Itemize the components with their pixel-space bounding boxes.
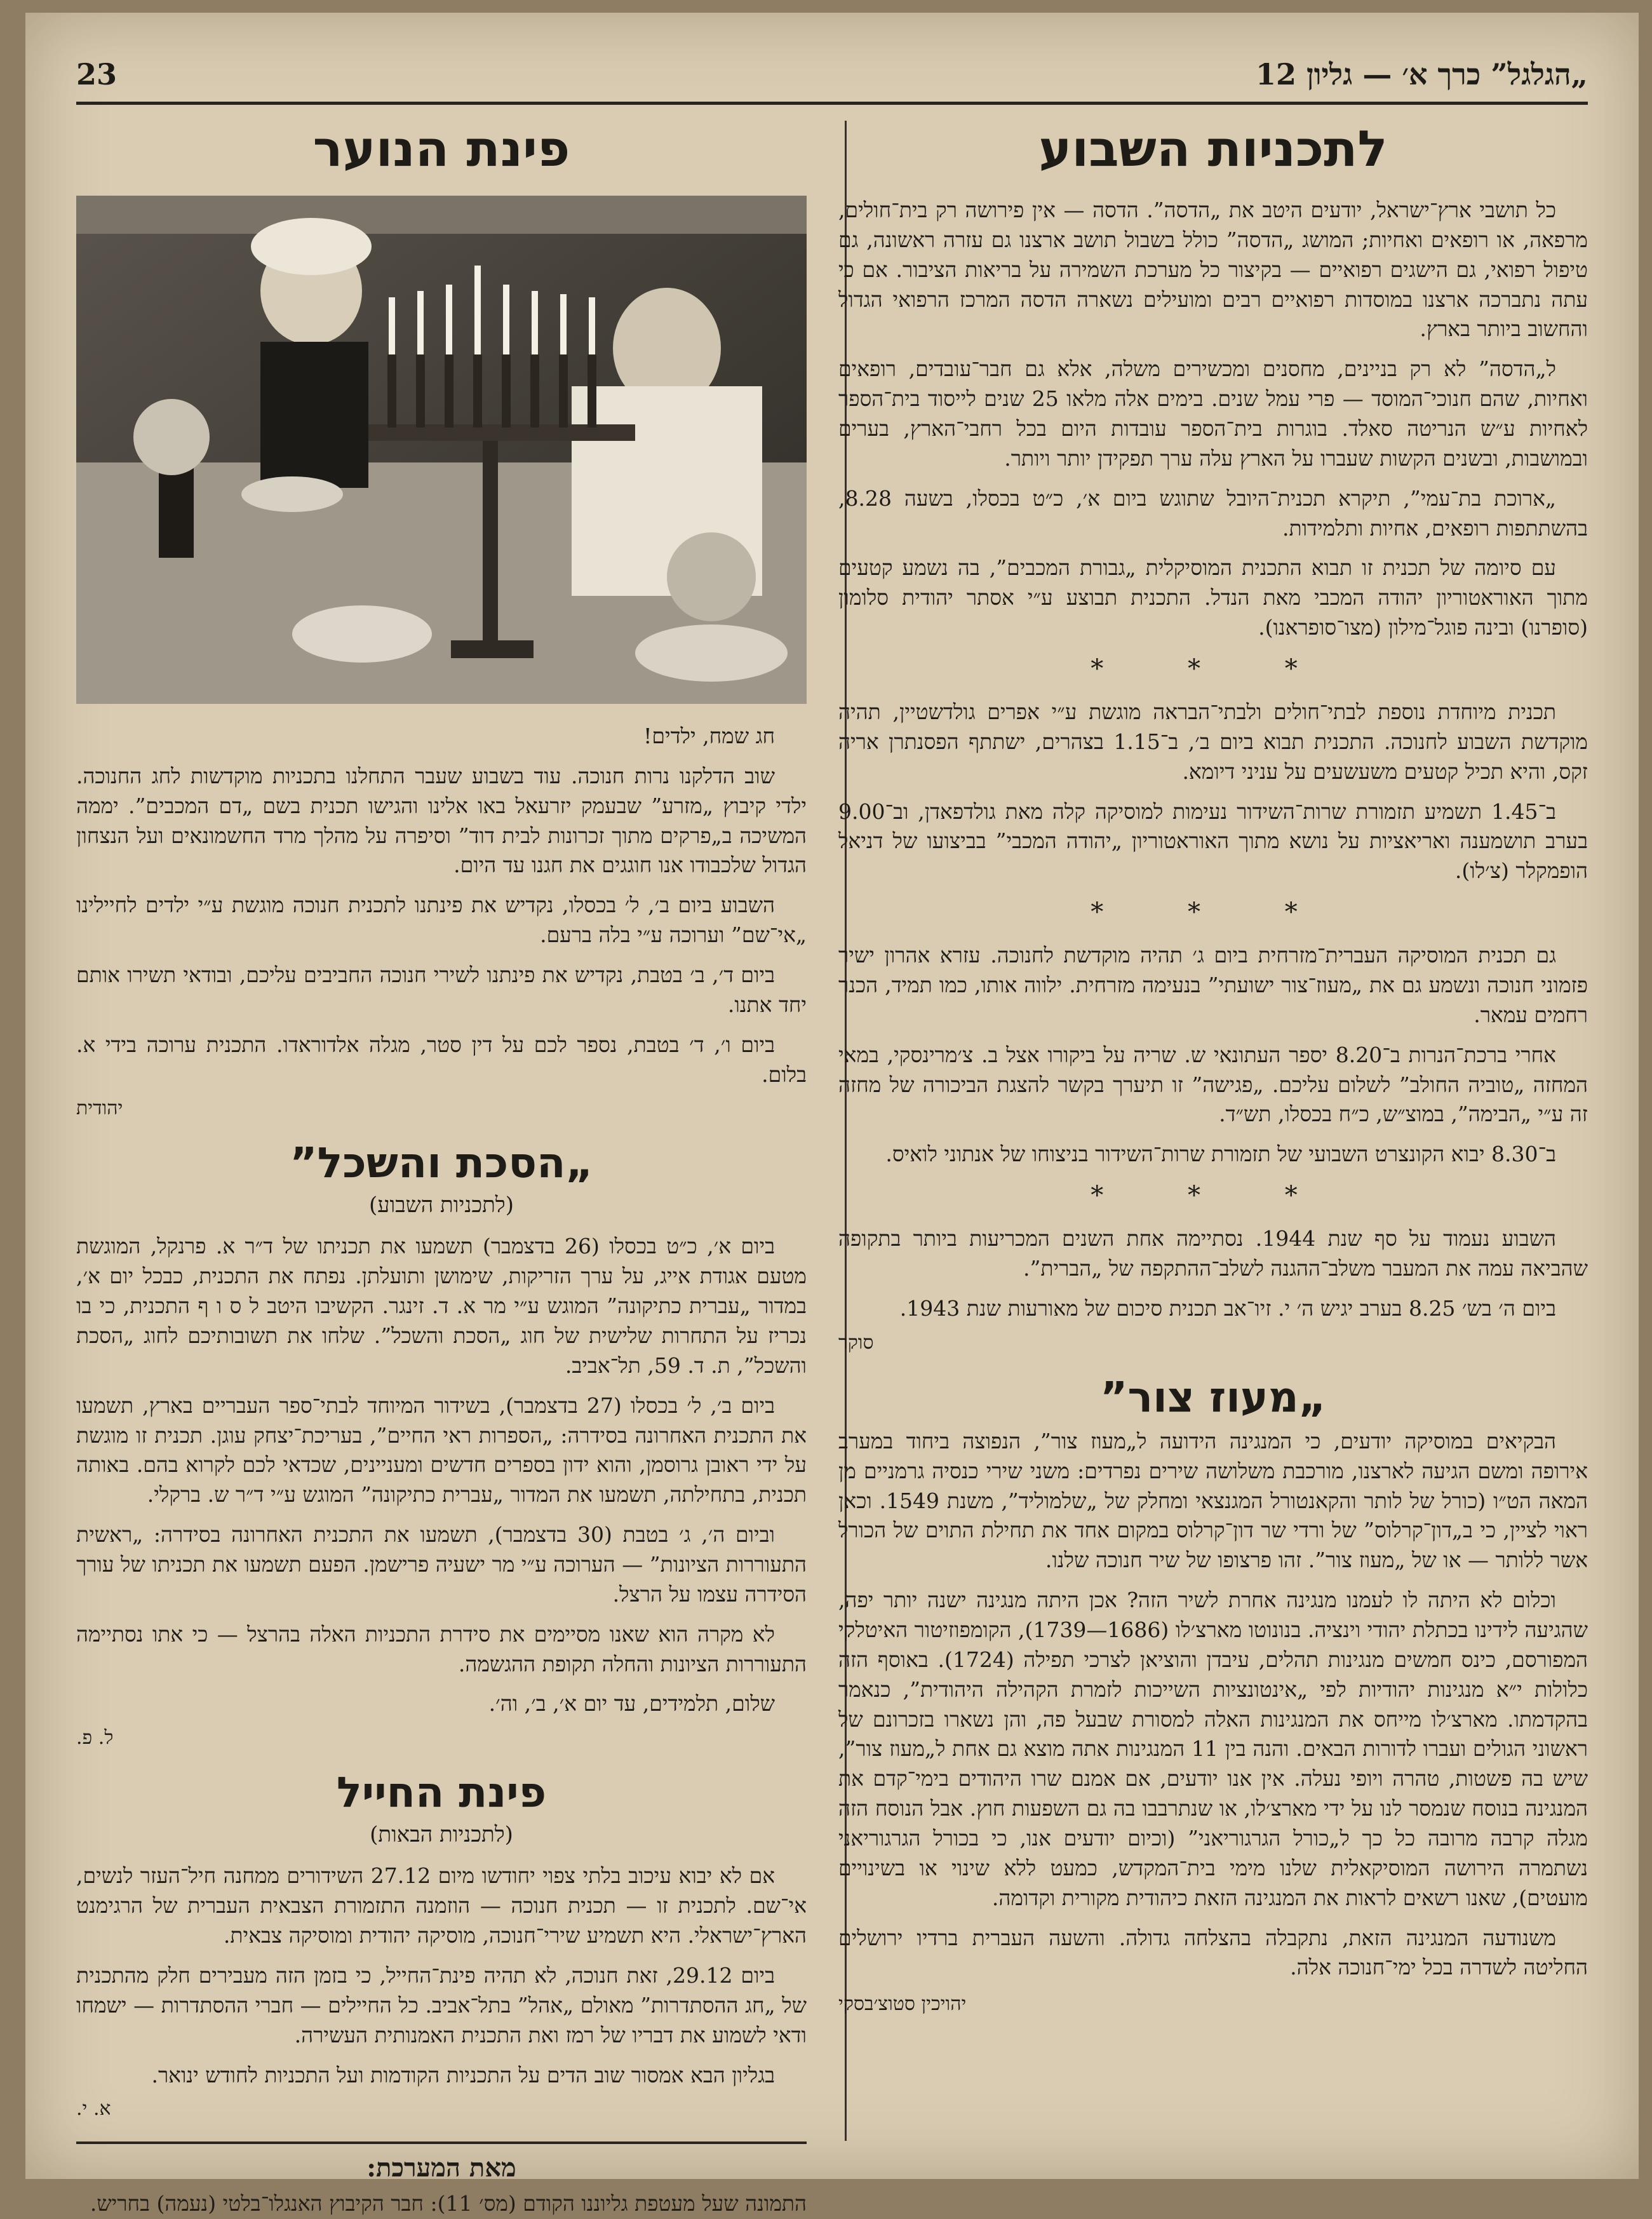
article-paragraph: „ארוכת בת־עמי”, תיקרא תכנית־היובל שתוגש ביום א׳, כ״ט בכסלו, בשעה 8.28, בהשתתפות רופאים, אחיות ותלמידות. — [838, 485, 1588, 541]
section-separator: * * * — [1091, 654, 1336, 684]
section-subheading: (לתכניות הבאות) — [370, 1822, 513, 1848]
editorial-text: התמונה שעל מעטפת גליוננו הקודם (מס׳ 11): חבר הקיבוץ האנגלו־בלטי (נעמה) בחריש. — [90, 2191, 807, 2216]
article-paragraph: גם תכנית המוסיקה העברית־מזרחית ביום ג׳ תהיה מוקדשת לחנוכה. עזרא אהרון ישיר פזמוני חנוכה ונשמע גם את „מעוז־צור ישועתי” בנעימה מזרחית. ילווה אותו, כמו תמיד, הכנר רחמים עמאר. — [838, 943, 1588, 1027]
article-paragraph: ביום ה׳ בש׳ 8.25 בערב יגיש ה׳ י. זיו־אב תכנית סיכום של מאורעות שנת 1943. — [899, 1295, 1556, 1321]
article-paragraph: כל תושבי ארץ־ישראל, יודעים היטב את „הדסה”. הדסה — אין פירושה רק בית־חולים, מרפאה, או רופאים ואחיות; המושג „הדסה” כולל בשבול תושב ארצנו גם עזרה ראשונה, גם טיפול רפואי, גם הישגים רפואיים — בקיצור כל מערכת השמירה על בריאות הציבור. אם כי עתה נתברכה ארצנו במוסדות רפואיים רבים ומועילים נשארה הדסה המרכז הרפואי הגדול והחשוב ביותר בארץ. — [838, 198, 1588, 342]
haskesh-vehaskel-title: „הסכת והשכל” — [290, 1138, 593, 1188]
left-column — [76, 121, 807, 2216]
article-paragraph: וכלום לא היתה לו לעמנו מנגינה אחרת לשיר הזה? אכן היתה מנגינה ישנה יותר יפה, שהגיעה לידינו בכתלת יהודי וינציה. בנונוטו מארצ׳לו (1686—1739), הקומפוזיטור האיטלקי המפורסם, כינס חמשים מנגינות תהלים, עיבדן והוציאן לצרכי תפילה (1724). באוסף הזה כלולות י״א מנגינות יהודיות לפי „אינטונציות השייכות לזמרת הקהילה היהודית”, כנאמר בהקדמתו. מארצ׳לו מייחס את המנגינות האלה למסורת שבעל פה, והן נשארו בזכרונם של ראשוני הגולים ועברו לדורות הבאים. והנה בין 11 המנגינות אתה מוצא גם אחת ל„מעוז צור”, שיש בה פשטות, טהרה ויופי נעלה. אין אנו יודעים, אם אמנם שרו היהודים בימי־קדם את המנגינה בנוסח שנמסר לנו על ידי מארצ׳לו, או שנתרבבו בה גם השפעות חוץ. אבל הנוסח הזה מגלה קרבה מרובה כל כך ל„כורל הגרגוריאני” (וכיום יודעים אנו, כי בכורל הגרגוריאני נשתמרה הירושה המוסיקאלית שלנו מימי בית־המקדש, כמעט ללא שינוי או בשינויים מועטים), שאנו רשאים לראות את המנגינה הזאת כיהודית מקורית וקדומה. — [838, 1588, 1588, 1910]
section-separator: * * * — [1091, 898, 1336, 927]
editorial-title: מאת המערכת: — [366, 2153, 516, 2183]
article-paragraph: אם לא יבוא עיכוב בלתי צפוי יחודשו מיום 27.12 השידורים ממחנה חיל־העזר לנשים, אי־שם. לתכנית זו — תכנית חנוכה — הוזמנה התזמורת הצבאית העברית של הרגימנט הארץ־ישראלי. היא תשמיע שירי־חנוכה, מוסיקה יהודית ומוסיקה צבאית. — [76, 1863, 807, 1948]
article-paragraph: לא מקרה הוא שאנו מסיימים את סידרת התכניות האלה בהרצל — כי אתו נסתיימה התעוררות הציונות והחלה תקופת ההגשמה. — [76, 1621, 807, 1676]
author-signature: א. י. — [76, 2098, 111, 2121]
author-signature: סוקר — [838, 1331, 874, 1354]
youth-paragraph: חג שמח, ילדים! — [643, 724, 775, 748]
weekly-programs-title: לתכניות השבוע — [1038, 121, 1388, 178]
article-paragraph: ב־1.45 תשמיע תזמורת שרות־השידור נעימות למוסיקה קלה מאת גולדפאדן, וב־9.00 בערב תושמענה ואריאציות על נושא מתוך האוראטוריון „יהודה המכבי” בביצועו של דניאל הופמקלר (צ׳לו). — [838, 799, 1588, 884]
right-column — [838, 121, 1588, 2141]
publication-title: „הגלגל” כרך א׳ — גליון 12 — [1256, 57, 1588, 91]
article-paragraph: אחרי ברכת־הנרות ב־8.20 יספר העתונאי ש. שריה על ביקורו אצל ב. צ׳מרינסקי, במאי המחזה „טוביה החולב” לשלום עליכם. „פגישה” זו תיערך בקשר להצגת הביכורה של מחזה זה ע״י „הבימה”, במוצ״ש, כ״ח בכסלו, תש״ד. — [838, 1042, 1588, 1127]
article-paragraph: שלום, תלמידים, עד יום א׳, ב׳, וה׳. — [488, 1691, 775, 1717]
article-paragraph: ב־8.30 יבוא הקונצרט השבועי של תזמורת שרות־השידור בניצוחו של אנתוני לואיס. — [885, 1142, 1556, 1167]
article-paragraph: הבקיאים במוסיקה יודעים, כי המנגינה הידועה ל„מעוז צור”, הנפוצה ביחוד במערב אירופה ומשם הגיעה לארצנו, מורכבת משלושה שירים נפרדים: משני שירי כנסיה גרמניים מן המאה הט״ו (כורל של לותר והקאנטורל המגנצאי ומחלק של „שלמוליד”, משנת 1549. וכאן ראוי לציין, כי ב„דון־קרלוס” של ורדי שר דון־קרלוס במקום אחד את תחילת התוים של הכורל אשר ללותר — או של „מעוז צור”. זהו פרצופו של שיר חנוכה שלנו. — [838, 1428, 1588, 1573]
maoz-tzur-title: „מעוז צור” — [1099, 1372, 1326, 1422]
youth-paragraph: ביום ו׳, ד׳ בטבת, נספר לכם על דין סטר, מגלה אלדוראדו. התכנית ערוכה בידי א. בלום. — [76, 1032, 807, 1087]
hanukkah-photo — [76, 196, 807, 704]
youth-paragraph: השבוע ביום ב׳, ל׳ בכסלו, נקדיש את פינתנו לתכנית חנוכה מוגשת ע״י ילדים לחיילינו „אי־שם” וערוכה ע״י בלה ברעם. — [76, 893, 807, 948]
editorial-note — [76, 2141, 807, 2219]
article-paragraph: ל„הדסה” לא רק בניינים, מחסנים ומכשירים משלה, אלא גם חבר־עובדים, רופאים ואחיות, שהם חנוכי־המוסד — פרי עמל שנים. בימים אלה מלאו 25 שנים לייסוד בית־הספר לאחיות ע״ש הנריטה סאלד. בוגרות בית־הספר עובדות היום בכל רחבי־הארץ, בערים ובמושבות, ובשנים הקשות שעברו על הארץ עלה ערך תפקידן יותר ויותר. — [838, 356, 1588, 471]
article-paragraph: ביום א׳, כ״ט בכסלו (26 בדצמבר) תשמעו את תכניתו של ד״ר א. פרנקל, המוגשת מטעם אגודת אייג, על ערך הזריקות, שימושן ותועלתן. נפתח את התכנית, כבכל יום א׳, במדור „עברית כתיקונה” המוגש ע״י מר א. ד. זינגר. הקשיבו היטב ל ס ו ף התכנית, כי בו נכריז על התחרות שלישית של חוג „הסכת והשכל”. שלחו את תשובותיכם לחוג „הסכת והשכל”, ת. ד. 59, תל־אביב. — [76, 1234, 807, 1378]
article-paragraph: וביום ה׳, ג׳ בטבת (30 בדצמבר), תשמעו את התכנית האחרונה בסידרה: „ראשית התעוררות הציונות” — הערוכה ע״י מר ישעיה פרישמן. הפעם תשמעו את תכניתו של עורך הסידרה עצמו על הרצל. — [76, 1522, 807, 1607]
youth-corner-title: פינת הנוער — [312, 121, 570, 178]
soldier-corner-title: פינת החייל — [336, 1768, 547, 1818]
section-subheading: (לתכניות השבוע) — [369, 1192, 514, 1218]
author-byline: יהויכין סטוצ׳בסקי — [838, 1993, 967, 2016]
youth-paragraph: ביום ד׳, ב׳ בטבת, נקדיש את פינתנו לשירי חנוכה החביבים עליכם, ובודאי תשירו אותם יחד אתנו. — [76, 962, 807, 1017]
newspaper-page — [25, 13, 1639, 2216]
youth-paragraph: שוב הדלקנו נרות חנוכה. עוד בשבוע שעבר התחלנו בתכניות מוקדשות לחג החנוכה. ילדי קיבוץ „מזרע” שבעמק יזרעאל באו אלינו והגישו תכנית בשם „דם המכבים”. יממה המשיכה ב„פרקים מתוך זכרונות לבית דוד” וסיפרה על מהלך מרד החשמונאים ועל הנצחון הגדול שלכבודו אנו חוגגים את חגנו עד היום. — [76, 763, 807, 878]
article-paragraph: תכנית מיוחדת נוספת לבתי־חולים ולבתי־הבראה מוגשת ע״י אפרים גולדשטיין, תהיה מוקדשת השבוע לחנוכה. התכנית תבוא ביום ב׳, ב־1.15 בצהרים, ישתתף הפסנתרן אריה זקס, והיא תכיל קטעים משעשעים על עניני דיומא. — [838, 699, 1588, 784]
photo-illustration — [76, 196, 807, 704]
article-paragraph: ביום 29.12, זאת חנוכה, לא תהיה פינת־החייל, כי בזמן הזה מעבירים חלק מהתכנית של „חג ההסתדרות” מאולם „אהל” בתל־אביב. כל החיילים — חברי ההסתדרות — ישמחו ודאי לשמוע את דבריו של רמז ואת התכנית האמנותית העשירה. — [76, 1962, 807, 2047]
page-number: 23 — [76, 57, 118, 91]
section-separator: * * * — [1091, 1181, 1336, 1211]
article-paragraph: ביום ב׳, ל׳ בכסלו (27 בדצמבר), בשידור המיוחד לבתי־ספר העבריים בארץ, תשמעו את התכנית האחרונה בסידרה: „הספרות ראי החיים”, בעריכת־יצחק עוגן. תכנית זו מוגשת על ידי ראובן גרוסמן, והוא ידון בספרים חדשים ומעניינים, שכדאי לכם לקרוא בהם. באותה תכנית, בתחילתה, תשמעו את המדור „עברית כתיקונה” המוגש ע״י ד״ר ש. ברקלי. — [76, 1393, 807, 1507]
author-signature: ל. פ. — [76, 1727, 114, 1750]
article-paragraph: משנודעה המנגינה הזאת, נתקבלה בהצלחה גדולה. והשעה העברית ברדיו ירושלים החליטה לשדרה בכל ימי־חנוכה אלה. — [838, 1925, 1588, 1980]
article-paragraph: בגליון הבא אמסור שוב הדים על התכניות הקודמות ועל התכניות לחודש ינואר. — [151, 2062, 775, 2087]
running-head — [76, 57, 1588, 105]
author-signature: יהודית — [76, 1097, 123, 1120]
article-paragraph: עם סיומה של תכנית זו תבוא התכנית המוסיקלית „גבורת המכבים”, בה נשמע קטעים מתוך האוראטוריון יהודה המכבי מאת הנדל. התכנית תבוצע ע״י אסתר יהודית סלומון (סופרנו) ובינה פוגל־מילון (מצו־סופראנו). — [838, 555, 1588, 640]
article-paragraph: השבוע נעמוד על סף שנת 1944. נסתיימה אחת השנים המכריעות ביותר בתקופה שהביאה עמה את המעבר משלב־ההגנה לשלב־ההתקפה של „הברית”. — [838, 1226, 1588, 1281]
